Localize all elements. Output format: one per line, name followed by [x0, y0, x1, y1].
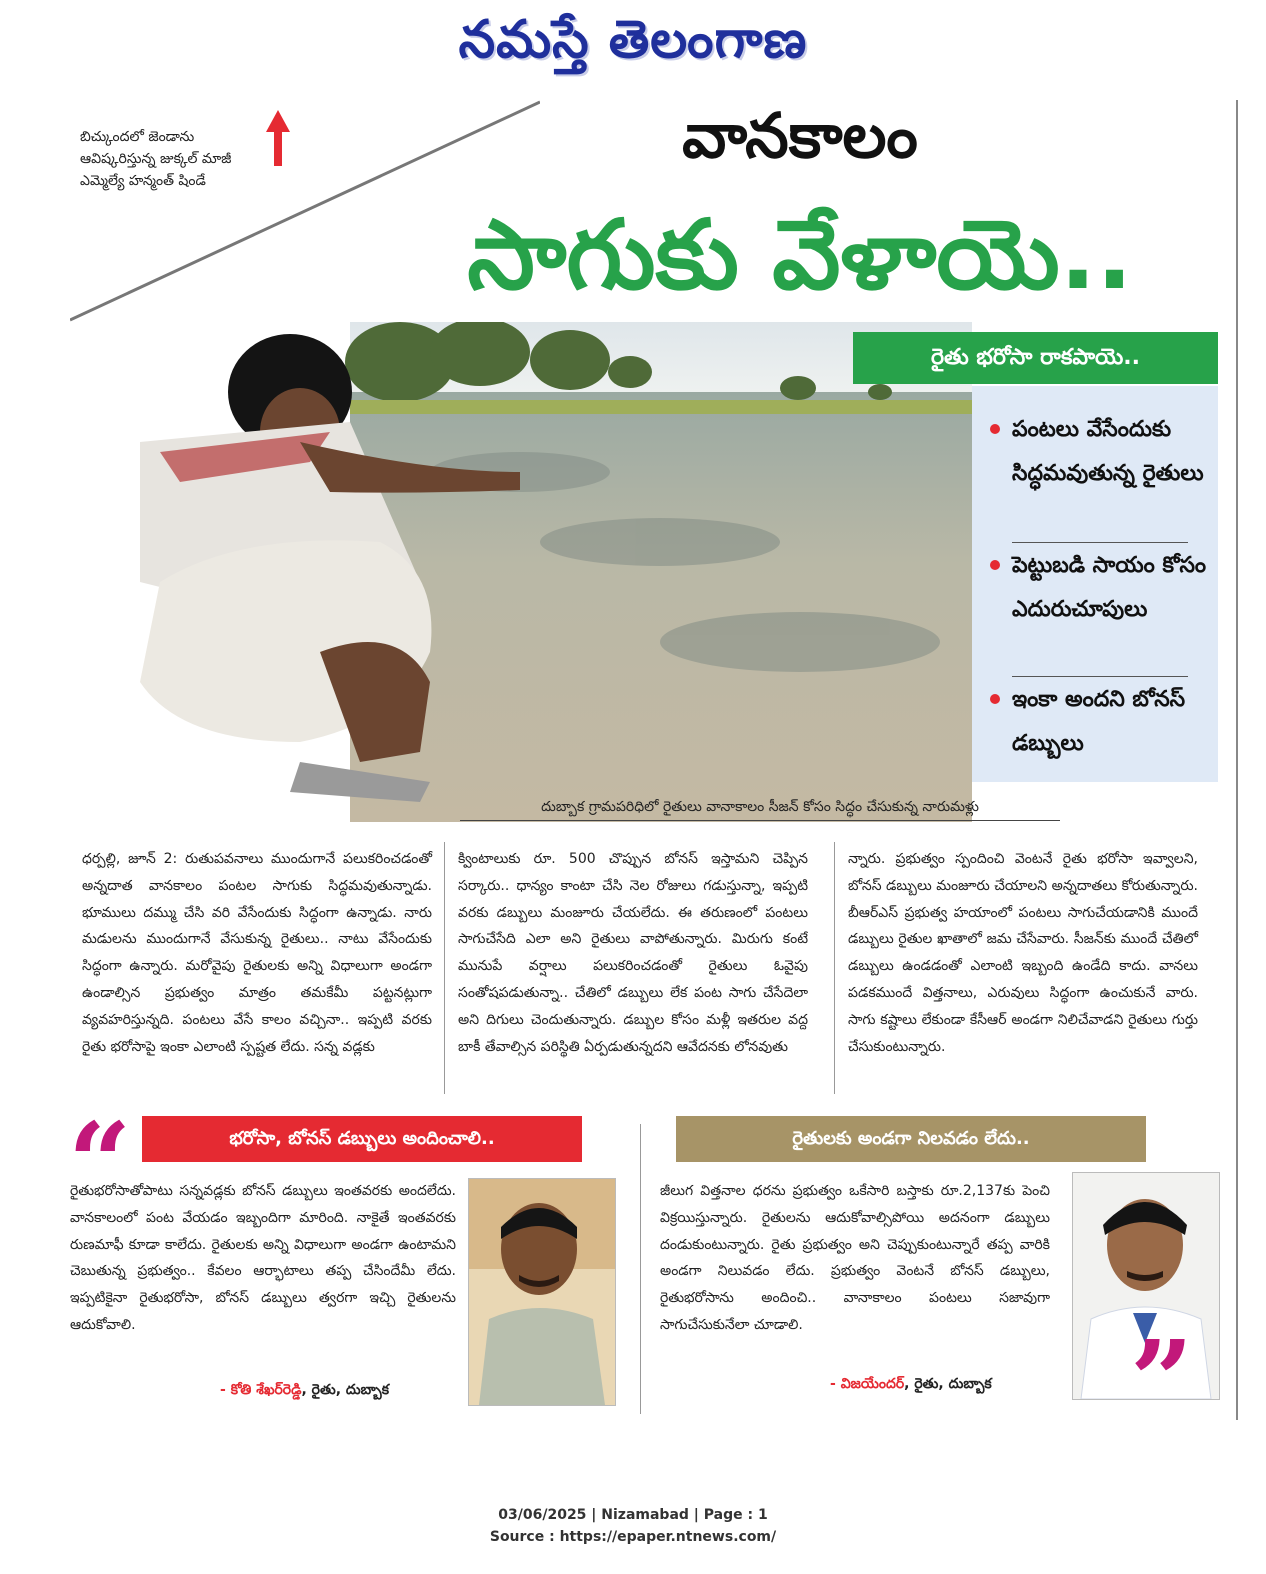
- article-column-3: న్నారు. ప్రభుత్వం స్పందించి వెంటనే రైతు భరోసా ఇవ్వాలని, బోనస్ డబ్బులు మంజూరు చేయాలని అన్నదాతలు కోరుతున్నారు. బీఆర్ఎస్ ప్రభుత్వ హయాంలో పంటలు సాగుచేయడానికి ముందే డబ్బులు రైతుల ఖాతాలో జమ చేసేవారు. సీజన్‌కు ముందే చేతిలో డబ్బులు ఉండడంతో ఎలాంటి ఇబ్బంది ఉండేది కాదు. వానలు పడకముందే విత్తనాలు, ఎరువులు సిద్ధంగా ఉంచుకునే వారు. సాగు కష్టాలు లేకుండా కేసీఆర్ అండగా నిలిచేవాడని రైతులు గుర్తు చేసుకుంటున్నారు.: [848, 851, 1198, 1055]
- quote-2-attribution: [830, 1376, 992, 1395]
- newspaper-masthead: నమస్తే తెలంగాణ: [458, 9, 808, 70]
- attribution-dash: -: [220, 1382, 226, 1398]
- column-divider: [834, 842, 835, 1094]
- article-column-2: క్వింటాలుకు రూ. 500 చొప్పున బోనస్ ఇస్తామని చెప్పిన సర్కారు.. ధాన్యం కాంటా చేసి నెల రోజులు గడుస్తున్నా, ఇప్పటి వరకు డబ్బులు మంజూరు చేయలేదు. ఈ తరుణంలో పంటలు సాగుచేసేది ఎలా అని రైతులు వాపోతున్నారు. మిరుగు కంటే మునుపే వర్షాలు పలుకరించడంతో రైతులు ఓవైపు సంతోషపడుతున్నా.. చేతిలో డబ్బులు లేక పంట సాగు చేసేదెలా అని దిగులు చెందుతున్నారు. డబ్బుల కోసం మళ్లీ ఇతరుల వద్ద బాకీ తేవాల్సిన పరిస్థితి ఏర్పడుతున్నదని ఆవేదనకు లోనవుతు: [458, 851, 808, 1055]
- highlight-item: [990, 408, 1210, 496]
- quote-1-header: భరోసా, బోనస్ డబ్బులు అందించాలి..: [142, 1116, 582, 1162]
- quote-divider: [640, 1124, 641, 1414]
- quote-2-header: రైతులకు అండగా నిలవడం లేదు..: [676, 1116, 1146, 1162]
- attribution-role: , రైతు, దుబ్బాక: [904, 1376, 992, 1392]
- highlight-text: పంటలు వేసేందుకు సిద్ధమవుతున్న రైతులు: [1012, 417, 1204, 486]
- attribution-dash: -: [830, 1376, 836, 1392]
- bullet-dot-icon: [990, 424, 1000, 434]
- highlight-divider: [1012, 676, 1188, 677]
- bullet-dot-icon: [990, 694, 1000, 704]
- farmer-field-photo: [100, 322, 972, 822]
- highlight-divider: [1012, 542, 1188, 543]
- close-quote-icon: ”: [1130, 1316, 1194, 1445]
- footer-edition-info: 03/06/2025 | Nizamabad | Page : 1: [498, 1507, 768, 1523]
- attribution-role: , రైతు, దుబ్బాక: [301, 1382, 390, 1398]
- quote-1-text: రైతుభరోసాతోపాటు సన్నవడ్లకు బోనస్ డబ్బులు ఇంతవరకు అందలేదు. వానకాలంలో పంట వేయడం ఇబ్బందిగా మారింది. నాకైతే ఇంతవరకు రుణమాఫీ కూడా కాలేదు. రైతులకు అన్ని విధాలుగా అండగా ఉంటామని చెబుతున్న ప్రభుత్వం.. కేవలం ఆర్భాటాలు తప్ప చేసిందేమీ లేదు. ఇప్పటికైనా రైతుభరోసా, బోనస్ డబ్బులు త్వరగా ఇచ్చి రైతులను ఆదుకోవాలి.: [70, 1183, 456, 1333]
- article-column-1: ధర్పల్లి, జూన్ 2: రుతుపవనాలు ముందుగానే పలుకరించడంతో అన్నదాత వానకాలం పంటల సాగుకు సిద్ధమవుతున్నాడు. భూములు దమ్ము చేసి వరి వేసేందుకు సిద్ధంగా ఉన్నాడు. నారు మడులను ముందుగానే వేసుకున్న రైతులు.. నాటు వేసేందుకు సిద్ధంగా ఉన్నారు. మరోవైపు రైతులకు అన్ని విధాలుగా అండగా ఉండాల్సిన ప్రభుత్వం మాత్రం తమకేమీ పట్టనట్లుగా వ్యవహరిస్తున్నది. పంటలు వేసే కాలం వచ్చినా.. ఇప్పటి వరకు రైతు భరోసాపై ఇంకా ఎలాంటి స్పష్టత లేదు. సన్న వడ్లకు: [82, 851, 432, 1055]
- photo-caption: దుబ్బాక గ్రామపరిధిలో రైతులు వానాకాలం సీజన్ కోసం సిద్ధం చేసుకున్న నారుమళ్లు: [460, 796, 1060, 821]
- open-quote-icon: “: [68, 1098, 132, 1227]
- highlight-item: [990, 678, 1210, 766]
- footer-source-link[interactable]: Source : https://epaper.ntnews.com/: [489, 1529, 777, 1545]
- quote-1-attribution: [220, 1382, 389, 1401]
- inset-photo-caption: బిచ్కుందలో జెండాను ఆవిష్కరిస్తున్న జుక్కల్ మాజీ ఎమ్మెల్యే హన్మంత్ షిండే: [80, 129, 232, 189]
- column-divider: [444, 842, 445, 1094]
- highlight-text: ఇంకా అందని బోనస్ డబ్బులు: [1012, 687, 1186, 756]
- attribution-name: కోతి శేఖర్‌రెడ్డి: [230, 1382, 302, 1398]
- highlights-box: [972, 386, 1218, 782]
- highlight-item: [990, 544, 1210, 632]
- highlight-text: పెట్టుబడి సాయం కోసం ఎదురుచూపులు: [1012, 553, 1207, 622]
- quote-2-text: జీలుగ విత్తనాల ధరను ప్రభుత్వం ఒకేసారి బస్తాకు రూ.2,137కు పెంచి విక్రయిస్తున్నారు. రైతులను ఆదుకోవాల్సిపోయి అదనంగా డబ్బులు దండుకుంటున్నారు. రైతు ప్రభుత్వం అని చెప్పుకుంటున్నారే తప్ప వారికి అండగా నిలువడం లేదు. ప్రభుత్వం వెంటనే బోనస్ డబ్బులు, రైతుభరోసాను అందించి.. వానాకాలం పంటలు సజావుగా సాగుచేసుకునేలా చూడాలి.: [660, 1183, 1050, 1333]
- headline-kicker: వానకాలం: [682, 99, 918, 172]
- quote-1-portrait: [468, 1178, 616, 1406]
- main-headline: సాగుకు వేళాయె..: [467, 199, 1133, 311]
- bullet-dot-icon: [990, 560, 1000, 570]
- attribution-name: విజయేందర్: [840, 1376, 905, 1392]
- page-right-rule: [1236, 100, 1238, 1420]
- subheader-strip: రైతు భరోసా రాకపాయె..: [853, 332, 1218, 384]
- page-footer: [0, 1504, 1266, 1548]
